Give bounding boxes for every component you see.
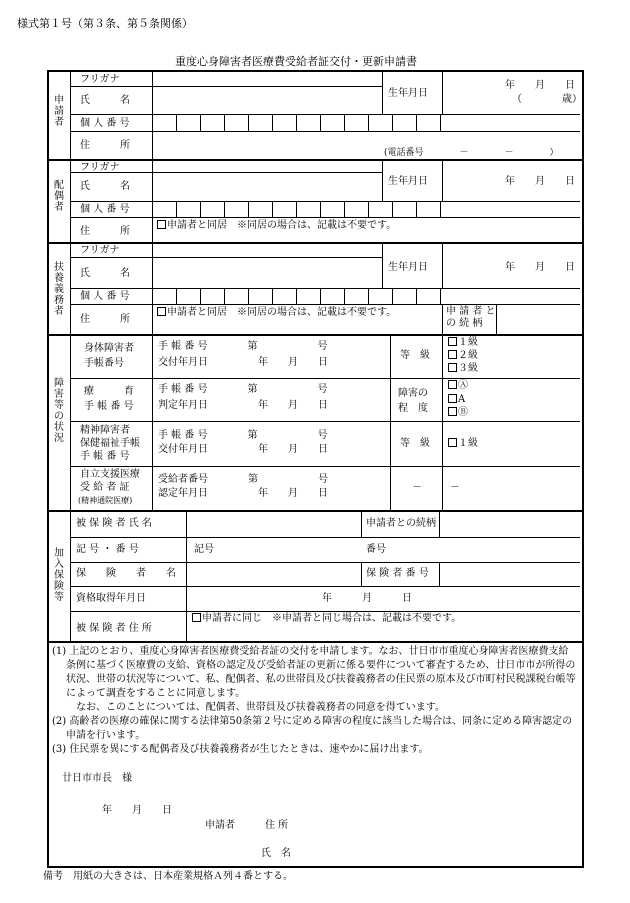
insurer-no-label: 保 険 者 番 号: [366, 568, 429, 579]
id-cell-divider: [272, 114, 273, 131]
supporter-same-household[interactable]: 申請者と同居 ※同居の場合は、記載は不要です。: [157, 307, 396, 319]
signature-date: 年 月 日: [102, 805, 172, 816]
acquired-label: 資格取得年月日: [76, 593, 146, 604]
rehab-grade-b-circle[interactable]: Ⓑ: [448, 407, 468, 419]
support-line1: 受給者番号 第 号: [158, 474, 328, 485]
supporter-id-cells[interactable]: [152, 288, 440, 304]
id-cell-divider: [176, 288, 177, 304]
consent-line: 申請を行います。: [66, 730, 146, 741]
consent-line: なお、このことについては、配偶者、世帯員及び扶養義務者の同意を得ています。: [66, 702, 445, 713]
rehab-grade-label: 障害の 程 度: [398, 388, 428, 414]
spouse-furigana-label: フリガナ: [80, 162, 120, 173]
physical-line1: 手 帳 番 号 第 号: [158, 341, 328, 352]
rehab-line2: 判定年月日 年 月 日: [158, 400, 328, 411]
rehab-line1: 手 帳 番 号 第 号: [158, 384, 328, 395]
physical-line2: 交付年月日 年 月 日: [158, 357, 328, 368]
id-cell-divider: [320, 201, 321, 217]
supporter-birth-label: 生年月日: [388, 262, 428, 273]
spouse-id-cells[interactable]: [152, 201, 440, 217]
divider: [48, 242, 582, 244]
support-dash-1: －: [412, 482, 422, 493]
supporter-birth-ymd: 年 月 日: [505, 262, 575, 273]
id-cell-divider: [416, 114, 417, 131]
signature-applicant-address: 申請者 住 所: [205, 820, 289, 831]
checkbox[interactable]: [192, 613, 201, 622]
symbol-number-label: 記 号 ・ 番 号: [76, 544, 139, 555]
support-line2: 認定年月日 年 月 日: [158, 488, 328, 499]
checkbox[interactable]: [157, 220, 166, 229]
signature-applicant-name: 氏 名: [261, 848, 291, 859]
support-dash-2: －: [450, 482, 460, 493]
id-cell-divider: [320, 288, 321, 304]
section-spouse: 配偶者: [54, 180, 64, 213]
spouse-id-label: 個 人 番 号: [80, 204, 130, 215]
section-disability: 障害等の状況: [54, 378, 64, 444]
id-cell-divider: [176, 114, 177, 131]
symbol-label: 記号: [194, 544, 214, 555]
supporter-furigana-label: フリガナ: [80, 245, 120, 256]
insured-name-label: 被 保 険 者 氏 名: [76, 518, 152, 529]
physical-label: 身体障害者 手帳番号: [84, 343, 134, 369]
support-label-small: (精神通院医療): [78, 496, 133, 505]
applicant-id-cells[interactable]: [152, 114, 440, 131]
id-cell-divider: [416, 288, 417, 304]
relation-label: 申請者との続柄: [366, 518, 436, 529]
supporter-name-label: 氏 名: [80, 268, 130, 279]
applicant-birth-label: 生年月日: [388, 88, 428, 99]
rehab-grade-a[interactable]: A: [448, 394, 465, 406]
physical-grade-label: 等 級: [400, 350, 430, 361]
consent-line: (1) 上記のとおり、重度心身障害者医療費受給者証の交付を申請します。なお、廿日市市重度心身障害者医療費支給: [52, 646, 569, 657]
checkbox[interactable]: [157, 307, 166, 316]
applicant-birth-ymd: 年 月 日: [505, 80, 575, 91]
consent-line: 状況、世帯の状況等について、私、配偶者、私の世帯員及び扶養義務者の住民票の原本及び市町村民税課税台帳等: [66, 674, 576, 685]
spouse-same-household[interactable]: 申請者と同居 ※同居の場合は、記載は不要です。: [157, 220, 396, 232]
id-cell-divider: [200, 114, 201, 131]
id-cell-divider: [272, 201, 273, 217]
id-cell-divider: [344, 114, 345, 131]
id-cell-divider: [392, 114, 393, 131]
rehab-label: 療 育 手 帳 番 号: [84, 386, 134, 412]
applicant-age: （ 歳）: [512, 94, 582, 105]
consent-line: によって調査をすることに同意します。: [66, 688, 246, 699]
mental-line1: 手 帳 番 号 第 号: [158, 430, 328, 441]
divider: [70, 71, 71, 641]
id-cell-divider: [368, 201, 369, 217]
form-number: 様式第１号（第３条、第５条関係）: [17, 17, 193, 30]
divider: [48, 641, 582, 643]
supporter-id-label: 個 人 番 号: [80, 291, 130, 302]
id-cell-divider: [440, 201, 441, 217]
section-supporter: 扶養義務者: [54, 262, 64, 317]
section-applicant: 申請者: [54, 95, 64, 128]
spouse-birth-label: 生年月日: [388, 176, 428, 187]
divider: [48, 510, 582, 512]
id-cell-divider: [416, 201, 417, 217]
id-cell-divider: [200, 201, 201, 217]
id-cell-divider: [272, 288, 273, 304]
relationship-label: 申 請 者 と の 続 柄: [446, 306, 496, 329]
id-cell-divider: [392, 201, 393, 217]
id-cell-divider: [320, 114, 321, 131]
form-title: 重度心身障害者医療費受給者証交付・更新申請書: [175, 55, 417, 68]
id-cell-divider: [368, 288, 369, 304]
acquired-ymd: 年 月 日: [322, 593, 412, 604]
id-cell-divider: [224, 288, 225, 304]
physical-grade-3[interactable]: ３級: [448, 363, 478, 375]
id-cell-divider: [344, 288, 345, 304]
mental-line2: 交付年月日 年 月 日: [158, 444, 328, 455]
physical-grade-2[interactable]: ２級: [448, 350, 478, 362]
mental-label: 精神障害者 保健福祉手帳 手 帳 番 号: [80, 425, 140, 462]
id-cell-divider: [248, 114, 249, 131]
id-cell-divider: [296, 114, 297, 131]
id-cell-divider: [392, 288, 393, 304]
id-cell-divider: [440, 114, 441, 131]
id-cell-divider: [224, 114, 225, 131]
insured-address-label: 被 保 険 者 住 所: [76, 623, 152, 634]
id-cell-divider: [440, 288, 441, 304]
mental-grade-1[interactable]: １級: [448, 438, 478, 450]
applicant-phone: (電話番号 － － ）: [384, 148, 559, 158]
id-cell-divider: [296, 201, 297, 217]
id-cell-divider: [344, 201, 345, 217]
spouse-name-label: 氏 名: [80, 181, 130, 192]
rehab-grade-a-circle[interactable]: Ⓐ: [448, 380, 468, 392]
spouse-address-label: 住 所: [80, 226, 130, 237]
applicant-address-label: 住 所: [80, 140, 130, 151]
supporter-address-label: 住 所: [80, 314, 130, 325]
mayor-address: 廿日市市長 様: [62, 773, 132, 784]
applicant-furigana-label: フリガナ: [80, 74, 120, 85]
consent-line: (2) 高齢者の医療の確保に関する法律第50条第２号に定める障害の程度に該当した場合は、同条に定める障害認定の: [52, 716, 573, 727]
consent-line: 条例に基づく医療費の支給、資格の認定及び受給者証の更新に係る要件について審査するため、廿日市市が所得の: [66, 660, 576, 671]
applicant-name-label: 氏 名: [80, 95, 130, 106]
divider: [48, 159, 582, 161]
applicant-id-label: 個 人 番 号: [80, 118, 130, 129]
insured-address-same[interactable]: 申請者に同じ ※申請者と同じ場合は、記載は不要です。: [192, 613, 461, 625]
footer-note: 備考 用紙の大きさは、日本産業規格Ａ列４番とする。: [43, 871, 293, 882]
divider: [48, 334, 582, 336]
spouse-birth-ymd: 年 月 日: [505, 176, 575, 187]
number-label: 番号: [366, 544, 386, 555]
id-cell-divider: [368, 114, 369, 131]
id-cell-divider: [296, 288, 297, 304]
section-insurance: 加入保険等: [54, 548, 64, 603]
insurer-label: 保 険 者 名: [76, 568, 176, 579]
id-cell-divider: [224, 201, 225, 217]
id-cell-divider: [248, 288, 249, 304]
consent-line: (3) 住民票を異にする配偶者及び扶養義務者が生じたときは、速やかに届け出ます。: [52, 744, 429, 755]
id-cell-divider: [200, 288, 201, 304]
physical-grade-1[interactable]: １級: [448, 337, 478, 349]
mental-grade-label: 等 級: [400, 438, 430, 449]
id-cell-divider: [176, 201, 177, 217]
support-label: 自立支援医療 受 給 者 証: [80, 469, 140, 493]
id-cell-divider: [248, 201, 249, 217]
